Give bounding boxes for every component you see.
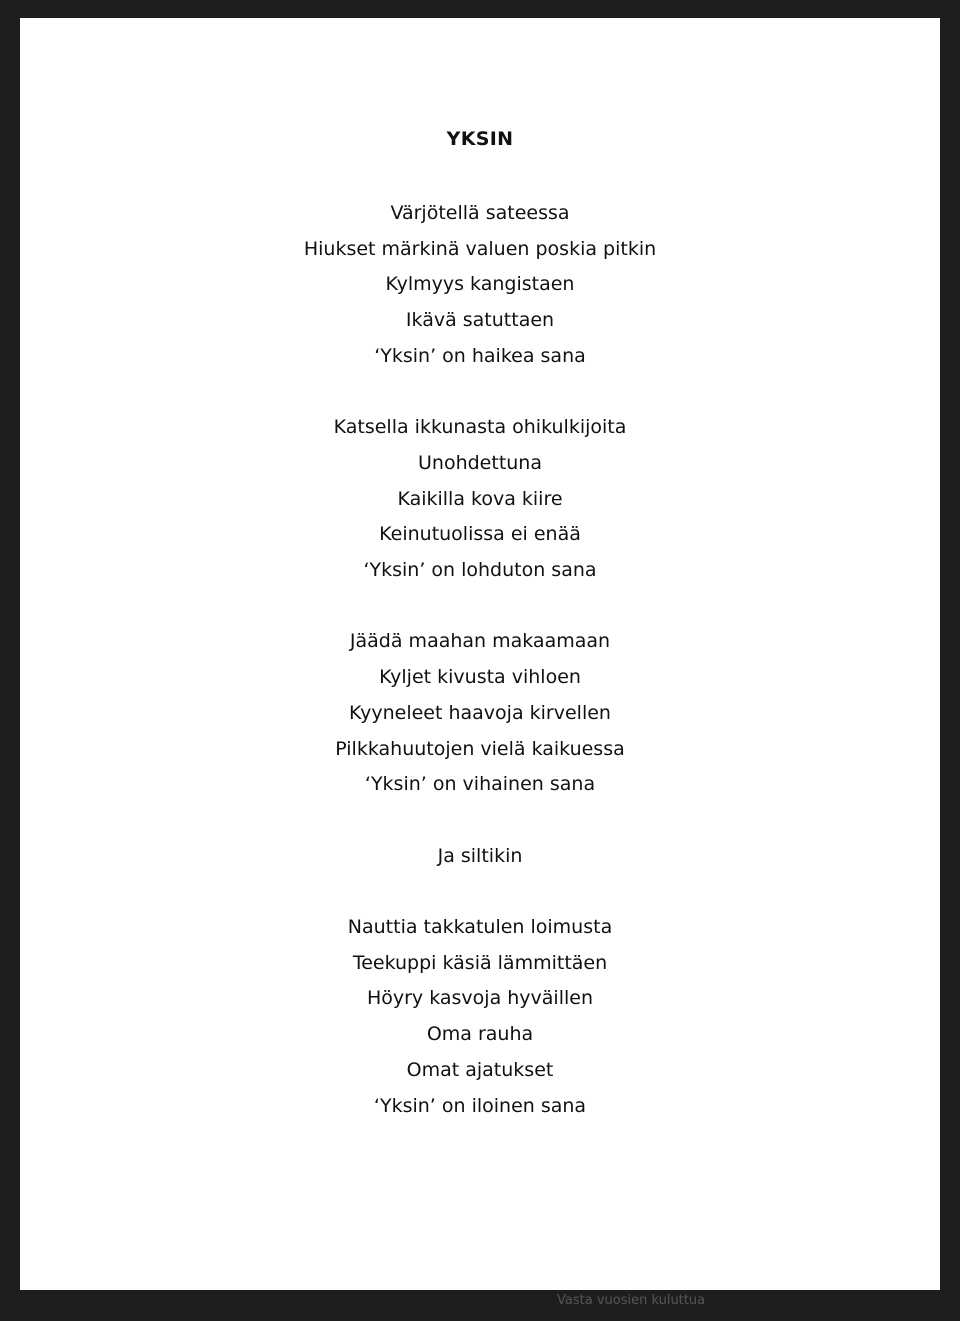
poem-line: Omat ajatukset bbox=[406, 1058, 554, 1081]
poem-line: Hiukset märkinä valuen poskia pitkin bbox=[303, 237, 657, 260]
poem-line: Jäädä maahan makaamaan bbox=[349, 630, 611, 653]
poem-line: Kaikilla kova kiire bbox=[397, 487, 563, 510]
next-page-bleed-text: Vasta vuosien kuluttua bbox=[557, 1293, 706, 1308]
poem-line: Oma rauha bbox=[426, 1023, 534, 1046]
poem-body bbox=[20, 196, 940, 1160]
poem-line: Keinutuolissa ei enää bbox=[379, 523, 581, 546]
poem-line: Ja siltikin bbox=[437, 844, 523, 867]
poem-line: Teekuppi käsiä lämmittäen bbox=[352, 951, 608, 974]
stanza-2 bbox=[20, 410, 940, 589]
poem-line: Kylmyys kangistaen bbox=[385, 273, 575, 296]
poem-line: Nauttia takkatulen loimusta bbox=[347, 916, 613, 938]
stanza-1 bbox=[20, 196, 940, 375]
poem-line: Unohdettuna bbox=[418, 451, 542, 474]
poem-line: ‘Yksin’ on iloinen sana bbox=[373, 1094, 587, 1117]
stanza-5 bbox=[20, 910, 940, 1124]
poem-line: Katsella ikkunasta ohikulkijoita bbox=[333, 416, 627, 439]
poem-line: Höyry kasvoja hyväillen bbox=[366, 987, 594, 1010]
poem-line: Ikävä satuttaen bbox=[405, 309, 555, 332]
stanza-3 bbox=[20, 624, 940, 803]
poem-line: ‘Yksin’ on haikea sana bbox=[374, 344, 586, 367]
poem-line: Pilkkahuutojen vielä kaikuessa bbox=[335, 737, 625, 760]
stanza-4 bbox=[20, 839, 940, 875]
poem-line: Värjötellä sateessa bbox=[390, 202, 570, 224]
poem-line: ‘Yksin’ on vihainen sana bbox=[364, 773, 596, 796]
poem-line: ‘Yksin’ on lohduton sana bbox=[363, 559, 597, 582]
poem-line: Kyljet kivusta vihloen bbox=[379, 666, 581, 689]
poem-line: Kyyneleet haavoja kirvellen bbox=[349, 701, 611, 724]
poem-title: YKSIN bbox=[446, 128, 514, 150]
document-page bbox=[20, 18, 940, 1290]
